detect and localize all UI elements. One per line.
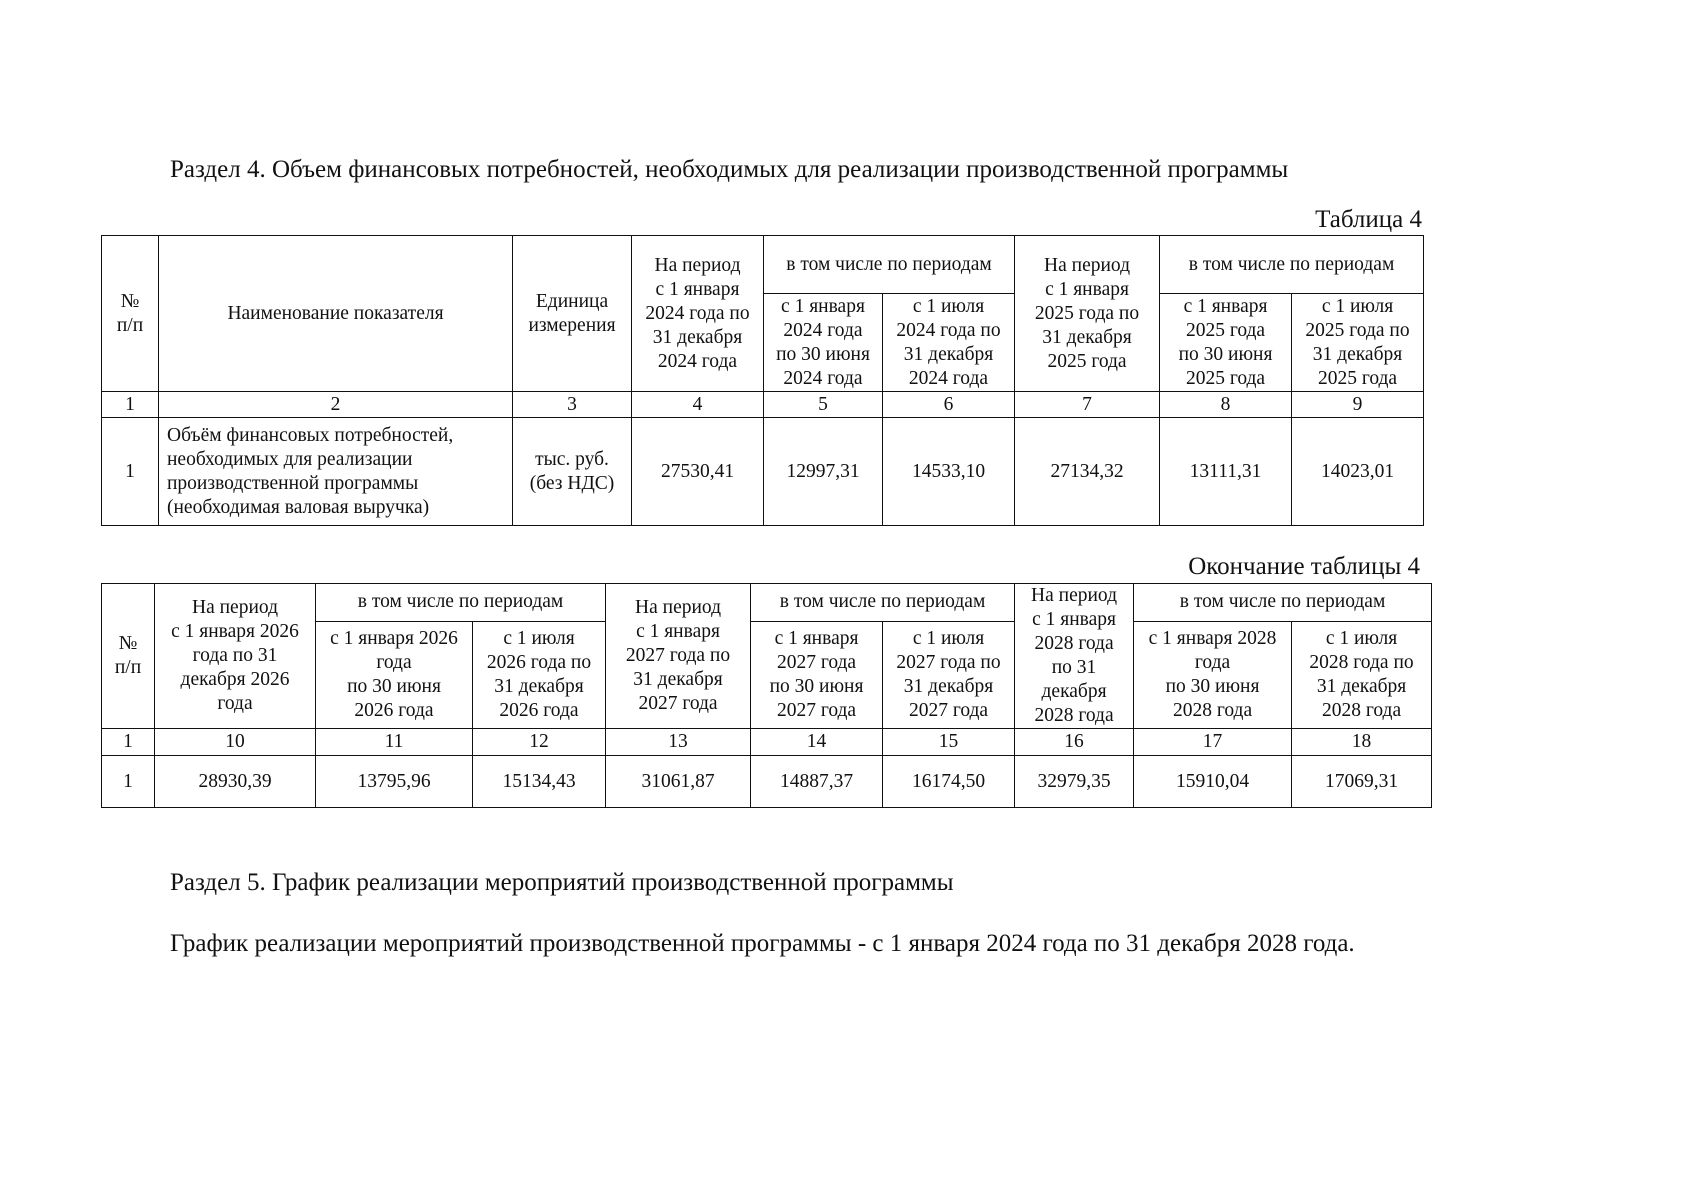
column-number: 11 xyxy=(316,729,473,756)
value-cell: 15910,04 xyxy=(1134,756,1292,808)
header-including-periods-2025: в том числе по периодам xyxy=(1160,236,1424,294)
value-cell: 14533,10 xyxy=(883,418,1015,526)
header-period-2024-h2: с 1 июля 2024 года по 31 декабря 2024 года xyxy=(883,294,1015,392)
column-number: 14 xyxy=(751,729,883,756)
column-number: 12 xyxy=(473,729,606,756)
header-indicator-name: Наименование показателя xyxy=(159,236,513,392)
value-cell: 16174,50 xyxy=(883,756,1015,808)
column-number: 17 xyxy=(1134,729,1292,756)
header-period-2025-h1: с 1 января 2025 года по 30 июня 2025 года xyxy=(1160,294,1292,392)
header-period-2028-h2: с 1 июля 2028 года по 31 декабря 2028 года xyxy=(1292,621,1432,728)
column-number: 8 xyxy=(1160,392,1292,418)
value-cell: 31061,87 xyxy=(606,756,751,808)
column-number: 4 xyxy=(632,392,764,418)
section-5-text: График реализации мероприятий производственной программы - с 1 января 2024 года по 31 декабря 2028 года. xyxy=(170,930,1355,957)
column-number: 1 xyxy=(102,729,155,756)
value-cell: 14023,01 xyxy=(1292,418,1424,526)
section-4-title: Раздел 4. Объем финансовых потребностей, необходимых для реализации производственной программы xyxy=(170,156,1289,183)
header-num: № п/п xyxy=(102,584,155,729)
financial-needs-table-continuation xyxy=(101,583,1432,808)
row-indicator-name: Объём финансовых потребностей, необходимых для реализации производственной программы (необходимая валовая выручка) xyxy=(159,418,513,526)
value-cell: 13111,31 xyxy=(1160,418,1292,526)
column-number: 7 xyxy=(1015,392,1160,418)
value-cell: 27134,32 xyxy=(1015,418,1160,526)
value-cell: 32979,35 xyxy=(1015,756,1134,808)
table-row xyxy=(102,756,1432,808)
column-number: 16 xyxy=(1015,729,1134,756)
header-period-2026-h1: с 1 января 2026 года по 30 июня 2026 года xyxy=(316,621,473,728)
header-period-2027: На период с 1 января 2027 года по 31 декабря 2027 года xyxy=(606,584,751,729)
column-number: 13 xyxy=(606,729,751,756)
row-num: 1 xyxy=(102,418,159,526)
financial-needs-table xyxy=(101,235,1424,526)
header-period-2028: На период с 1 января 2028 года по 31 декабря 2028 года xyxy=(1015,584,1134,729)
column-number: 9 xyxy=(1292,392,1424,418)
row-unit: тыс. руб. (без НДС) xyxy=(513,418,632,526)
header-including-periods-2026: в том числе по периодам xyxy=(316,584,606,622)
table-caption: Таблица 4 xyxy=(1315,206,1422,233)
column-number: 3 xyxy=(513,392,632,418)
value-cell: 15134,43 xyxy=(473,756,606,808)
header-period-2025: На период с 1 января 2025 года по 31 декабря 2025 года xyxy=(1015,236,1160,392)
value-cell: 12997,31 xyxy=(764,418,883,526)
section-5-title: Раздел 5. График реализации мероприятий производственной программы xyxy=(170,869,954,896)
header-including-periods-2027: в том числе по периодам xyxy=(751,584,1015,622)
header-period-2026-h2: с 1 июля 2026 года по 31 декабря 2026 года xyxy=(473,621,606,728)
column-number: 18 xyxy=(1292,729,1432,756)
continuation-caption: Окончание таблицы 4 xyxy=(1188,553,1420,580)
header-including-periods-2028: в том числе по периодам xyxy=(1134,584,1432,622)
value-cell: 27530,41 xyxy=(632,418,764,526)
header-period-2024-h1: с 1 января 2024 года по 30 июня 2024 года xyxy=(764,294,883,392)
row-num: 1 xyxy=(102,756,155,808)
column-number: 1 xyxy=(102,392,159,418)
header-period-2024: На период с 1 января 2024 года по 31 декабря 2024 года xyxy=(632,236,764,392)
table-row xyxy=(102,418,1424,526)
value-cell: 14887,37 xyxy=(751,756,883,808)
value-cell: 13795,96 xyxy=(316,756,473,808)
header-period-2028-h1: с 1 января 2028 года по 30 июня 2028 года xyxy=(1134,621,1292,728)
column-number: 6 xyxy=(883,392,1015,418)
header-including-periods-2024: в том числе по периодам xyxy=(764,236,1015,294)
column-number: 10 xyxy=(155,729,316,756)
header-period-2025-h2: с 1 июля 2025 года по 31 декабря 2025 года xyxy=(1292,294,1424,392)
header-num: № п/п xyxy=(102,236,159,392)
value-cell: 17069,31 xyxy=(1292,756,1432,808)
header-period-2027-h2: с 1 июля 2027 года по 31 декабря 2027 года xyxy=(883,621,1015,728)
column-number: 15 xyxy=(883,729,1015,756)
header-unit: Единица измерения xyxy=(513,236,632,392)
value-cell: 28930,39 xyxy=(155,756,316,808)
header-period-2026: На период с 1 января 2026 года по 31 декабря 2026 года xyxy=(155,584,316,729)
header-period-2027-h1: с 1 января 2027 года по 30 июня 2027 года xyxy=(751,621,883,728)
column-number: 2 xyxy=(159,392,513,418)
column-number: 5 xyxy=(764,392,883,418)
